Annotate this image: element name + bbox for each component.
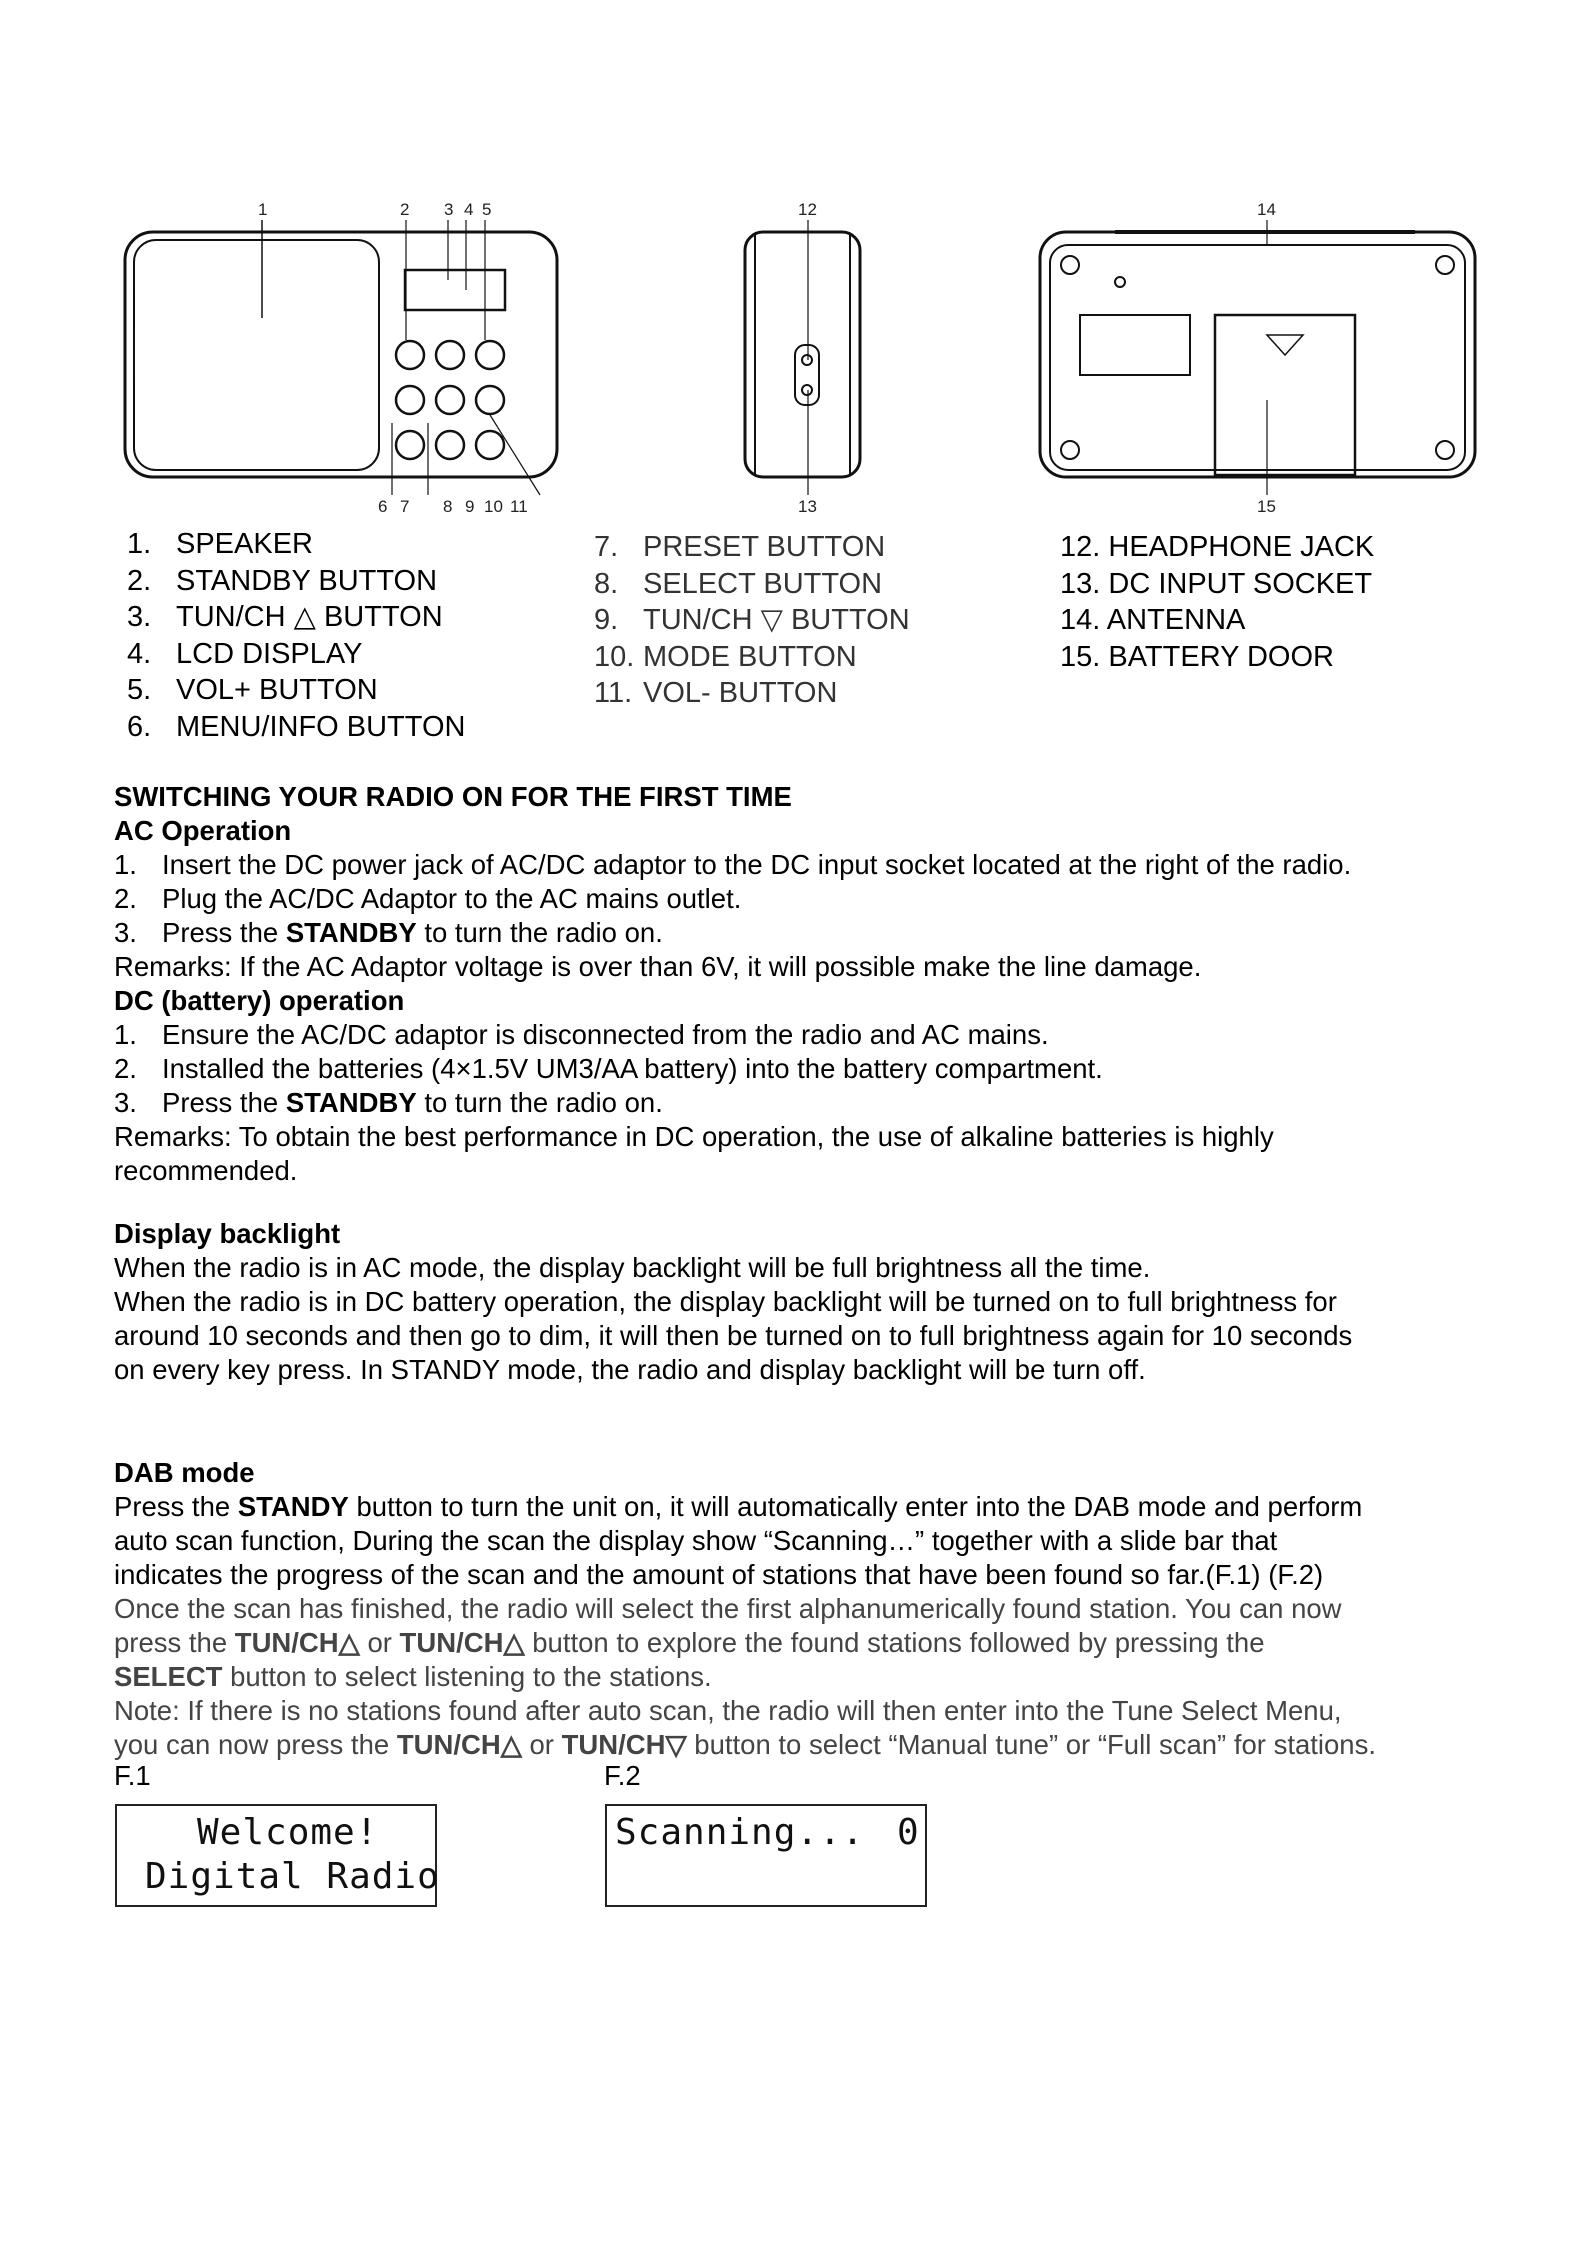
callout-13: 13 [798, 497, 817, 516]
paragraph-line: Note: If there is no stations found after auto scan, the radio will then enter into the Tune Select Menu, [114, 1695, 1342, 1726]
figure-label-f2: F.2 [604, 1760, 641, 1791]
callout-12: 12 [798, 200, 817, 219]
list-item: 12. HEADPHONE JACK [1060, 531, 1375, 563]
paragraph-line: you can now press the TUN/CH△ or TUN/CH▽ button to select “Manual tune” or “Full scan” for stations. [114, 1729, 1376, 1760]
list-item: 10. MODE BUTTON [594, 640, 857, 673]
parts-list-col2 [594, 529, 910, 712]
list-item: 8. SELECT BUTTON [594, 567, 883, 600]
lcd-welcome-display [115, 1804, 440, 1907]
backlight-section [114, 1217, 1514, 1387]
dab-section [114, 1456, 1514, 1762]
list-item: 1. Insert the DC power jack of AC/DC adaptor to the DC input socket located at the right of the radio. [114, 849, 1352, 880]
parts-list-col1 [127, 526, 465, 745]
remark: Remarks: If the AC Adaptor voltage is over than 6V, it will possible make the line damage. [114, 951, 1202, 982]
callout-8: 8 [443, 497, 453, 516]
list-item: 2. Plug the AC/DC Adaptor to the AC mains outlet. [114, 883, 742, 914]
radio-side-figure [730, 190, 880, 520]
list-item: 7. PRESET BUTTON [594, 531, 886, 563]
paragraph-line: indicates the progress of the scan and the amount of stations that have been found so far.(F.1) (F.2) [114, 1559, 1324, 1590]
callout-4: 4 [464, 200, 474, 219]
callout-5: 5 [482, 200, 492, 219]
paragraph-line: When the radio is in AC mode, the display backlight will be full brightness all the time. [114, 1252, 1151, 1283]
callout-1: 1 [258, 200, 268, 219]
paragraph-line: When the radio is in DC battery operation, the display backlight will be turned on to full brightness for [114, 1286, 1337, 1317]
radio-back-figure [1035, 190, 1485, 520]
section-title: DAB mode [114, 1457, 255, 1488]
callout-15: 15 [1257, 497, 1276, 516]
radio-front-figure [120, 190, 570, 520]
list-item: 9. TUN/CH ▽ BUTTON [594, 604, 910, 636]
section-title: SWITCHING YOUR RADIO ON FOR THE FIRST TIME [114, 781, 792, 812]
lcd-line-2: Digital Radio [145, 1856, 440, 1897]
callout-9: 9 [465, 497, 475, 516]
paragraph-line: SELECT button to select listening to the stations. [114, 1661, 712, 1692]
figure-label-f1: F.1 [114, 1760, 151, 1791]
list-item: 2. Installed the batteries (4×1.5V UM3/AA battery) into the battery compartment. [114, 1053, 1103, 1084]
paragraph-line: auto scan function, During the scan the display show “Scanning…” together with a slide bar that [114, 1525, 1278, 1556]
lcd-scanning-display [605, 1804, 927, 1907]
list-item: 3. TUN/CH △ BUTTON [127, 601, 443, 633]
lcd-line-1: Scanning... [615, 1812, 865, 1853]
callout-14: 14 [1257, 200, 1276, 219]
dc-operation-heading: DC (battery) operation [114, 985, 405, 1016]
paragraph-line: on every key press. In STANDY mode, the radio and display backlight will be turn off. [114, 1354, 1146, 1385]
list-item: 6. MENU/INFO BUTTON [127, 710, 466, 743]
callout-7: 7 [400, 497, 410, 516]
list-item: 3. Press the STANDBY to turn the radio on. [114, 917, 663, 948]
callout-2: 2 [400, 200, 410, 219]
callout-3: 3 [444, 200, 454, 219]
switching-section [114, 780, 1514, 1188]
list-item: 5. VOL+ BUTTON [127, 674, 378, 706]
ac-operation-heading: AC Operation [114, 815, 292, 846]
callout-6: 6 [378, 497, 388, 516]
callout-11: 11 [510, 497, 528, 516]
callout-10: 10 [484, 497, 503, 516]
lcd-station-count: 0 [897, 1812, 920, 1853]
paragraph-line: press the TUN/CH△ or TUN/CH△ button to explore the found stations followed by pressing the [114, 1627, 1265, 1658]
section-title: Display backlight [114, 1218, 341, 1249]
list-item: 1. Ensure the AC/DC adaptor is disconnected from the radio and AC mains. [114, 1019, 1049, 1050]
list-item: 3. Press the STANDBY to turn the radio on. [114, 1087, 663, 1118]
list-item: 14. ANTENNA [1060, 604, 1246, 636]
lcd-line-1: Welcome! [197, 1812, 379, 1853]
list-item: 11. VOL- BUTTON [594, 677, 838, 709]
list-item: 1. SPEAKER [127, 528, 313, 560]
parts-list-col3 [1060, 529, 1374, 675]
list-item: 2. STANDBY BUTTON [127, 564, 438, 597]
remark: Remarks: To obtain the best performance in DC operation, the use of alkaline batteries is highly [114, 1121, 1274, 1152]
list-item: 15. BATTERY DOOR [1060, 640, 1334, 673]
paragraph-line: Once the scan has finished, the radio will select the first alphanumerically found station. You can now [114, 1593, 1342, 1624]
remark: recommended. [114, 1155, 298, 1186]
list-item: 4. LCD DISPLAY [127, 637, 363, 670]
paragraph-line: around 10 seconds and then go to dim, it will then be turned on to full brightness again for 10 seconds [114, 1320, 1353, 1351]
paragraph-line: Press the STANDY button to turn the unit on, it will automatically enter into the DAB mode and perform [114, 1491, 1363, 1522]
scan-progress-bar [617, 1862, 773, 1985]
list-item: 13. DC INPUT SOCKET [1060, 567, 1373, 600]
